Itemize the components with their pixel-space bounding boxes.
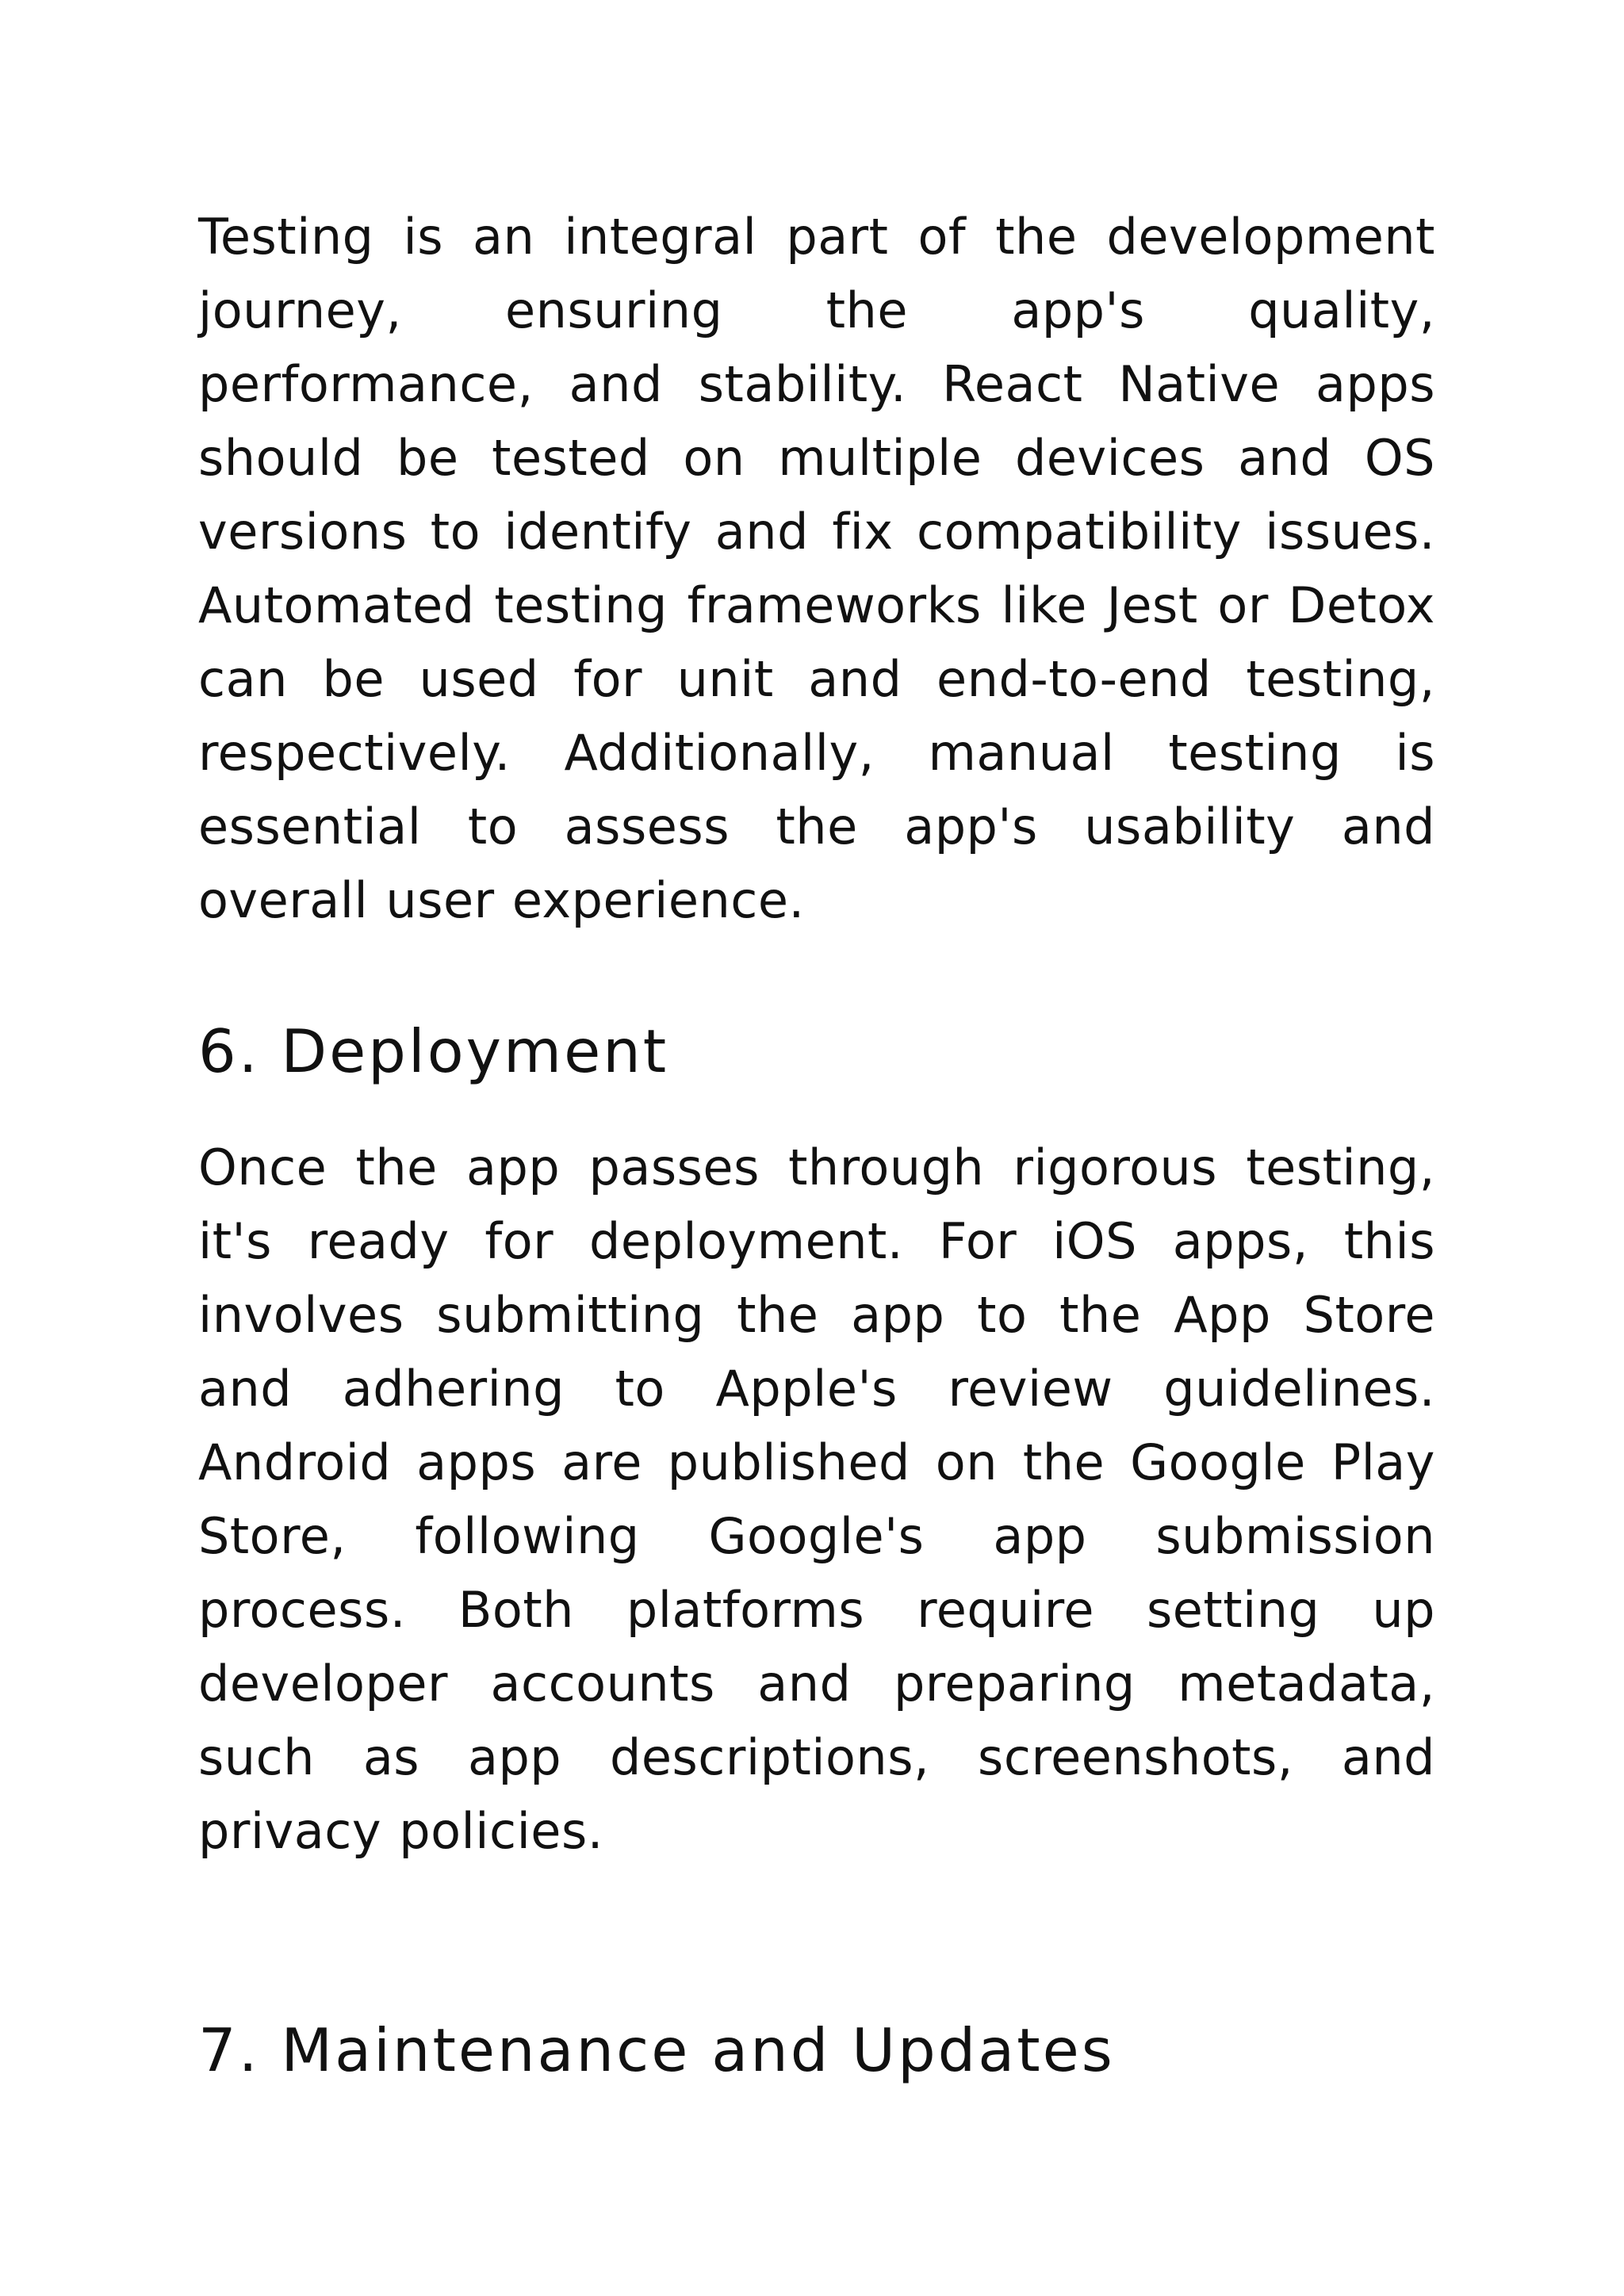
deployment-paragraph: Once the app passes through rigorous testing, it's ready for deployment. For iOS apps, this involves submitting the app to the App Store and adhering to Apple's review guidelines. Android apps are published on the Google Play Store, following Google's app submission process. Both platforms require setting up developer accounts and preparing metadata, such as app descriptions, screenshots, and privacy policies. [198, 1138, 1435, 1860]
section-heading-maintenance: 7. Maintenance and Updates [198, 2015, 1115, 2085]
section-heading-deployment: 6. Deployment [198, 1016, 669, 1086]
testing-paragraph: Testing is an integral part of the development journey, ensuring the app's quality, performance, and stability. React Native apps should be tested on multiple devices and OS versions to identify and fix compatibility issues. Automated testing frameworks like Jest or Detox can be used for unit and end-to-end testing, respectively. Additionally, manual testing is essential to assess the app's usability and overall user experience. [198, 208, 1435, 929]
